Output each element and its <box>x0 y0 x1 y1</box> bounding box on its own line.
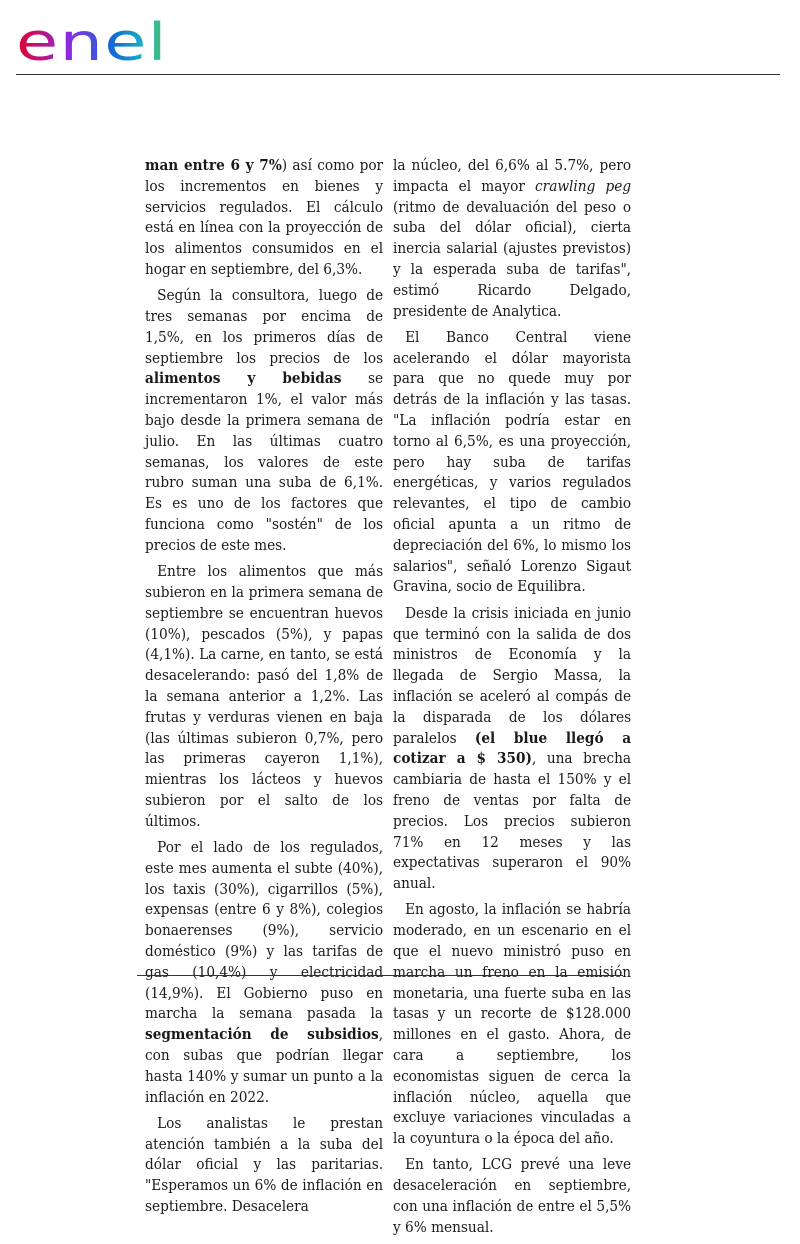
paragraph: En agosto, la inflación se habría moderado, en un escenario en el que el nuevo ministró puso en marcha un freno en la emisión monetaria, una fuerte suba en las tasas y un recorte de $128.000 millones en el gasto. Ahora, de cara a septiembre, los economistas siguen de cerca la inflación núcleo, aquella que excluye variaciones vinculadas a la coyuntura o la época del año. <box>393 901 632 1148</box>
paragraph <box>393 156 631 322</box>
page-header <box>0 0 800 80</box>
bold-text: (el blue llegó a cotizar a $ 350) <box>393 729 632 768</box>
paragraph <box>145 838 383 1108</box>
paragraph-text: (ritmo de devaluación del peso o suba del dólar oficial), cierta inercia salarial (ajustes previstos) y la esperada suba de tarifas", estimó Ricardo Delgado, presidente de Analytica. <box>393 198 632 320</box>
paragraph: En tanto, LCG prevé una leve desaceleración en septiembre, con una inflación de entre el 5,5% y 6% mensual. <box>393 1156 632 1236</box>
paragraph: Los analistas le prestan atención también a la suba del dólar oficial y las paritarias. "Esperamos un 6% de inflación en septiembre. Desacelera <box>145 1114 384 1216</box>
header-divider <box>16 74 780 75</box>
article-column-left <box>145 156 383 1223</box>
enel-logo <box>16 4 176 68</box>
paragraph-text: se incrementaron 1%, el valor más bajo desde la primera semana de julio. En las últimas cuatro semanas, los valores de este rubro suman una suba de 6,1%. Es es uno de los factores que funciona como "sostén" de los precios de este mes. <box>145 370 384 554</box>
footer-divider <box>137 975 623 976</box>
paragraph: El Banco Central viene acelerando el dólar mayorista para que no quede muy por detrás de la inflación y las tasas. "La inflación podría estar en torno al 6,5%, es una proyección, pero hay suba de tarifas energéticas, y varios regulados relevantes, el tipo de cambio oficial apunta a un ritmo de depreciación del 6%, lo mismo los salarios", señaló Lorenzo Sigaut Gravina, socio de Equilibra. <box>393 328 632 596</box>
paragraph-text: la núcleo, del 6,6% al 5.7%, pero impacta el mayor <box>393 157 632 195</box>
paragraph <box>145 286 383 556</box>
bold-text: segmentación de subsidios <box>145 1026 379 1044</box>
article-column-right <box>393 156 631 1244</box>
paragraph-text: ) así como por los incrementos en bienes y servicios regulados. El cálculo está en línea con la proyección de los alimentos consumidos en el hogar en septiembre, del 6,3%. <box>145 157 384 278</box>
paragraph: Entre los alimentos que más subieron en la primera semana de septiembre se encuentran huevos (10%), pescados (5%), y papas (4,1%). La carne, en tanto, se está desacelerando: pasó del 1,8% de la semana anterior a 1,2%. Las frutas y verduras vienen en baja (las últimas subieron 0,7%, pero las primeras cayeron 1,1%), mientras los lácteos y huevos subieron por el salto de los últimos. <box>145 563 384 830</box>
paragraph-text: , con subas que podrían llegar hasta 140% y sumar un punto a la inflación en 2022. <box>145 1026 384 1106</box>
paragraph-text: Por el lado de los regulados, este mes aumenta el subte (40%), los taxis (30%), cigarrillos (5%), expensas (entre 6 y 8%), colegios bonaerenses (9%), servicio doméstico (9%) y las tarifas de gas (10,4%) y electricidad (14,9%). El Gobierno puso en marcha la semana pasada la <box>145 839 384 1023</box>
paragraph <box>393 604 631 895</box>
paragraph-text: Desde la crisis iniciada en junio que terminó con la salida de dos ministros de Economía y la llegada de Sergio Massa, la inflación se aceleró al compás de la disparada de los dólares paralelos <box>393 604 632 747</box>
paragraph-text: , una brecha cambiaria de hasta el 150% y el freno de ventas por falta de precios. Los precios subieron 71% en 12 meses y las expectativas superaron el 90% anual. <box>393 750 632 893</box>
bold-text: man entre 6 y 7% <box>145 157 282 174</box>
enel-logo-wordmark: enel <box>16 13 168 68</box>
paragraph <box>145 156 383 281</box>
bold-text: alimentos y bebidas <box>145 370 342 388</box>
paragraph-text: Según la consultora, luego de tres semanas por encima de 1,5%, en los primeros días de septiembre los precios de los <box>145 287 384 367</box>
italic-text: crawling peg <box>535 177 632 195</box>
